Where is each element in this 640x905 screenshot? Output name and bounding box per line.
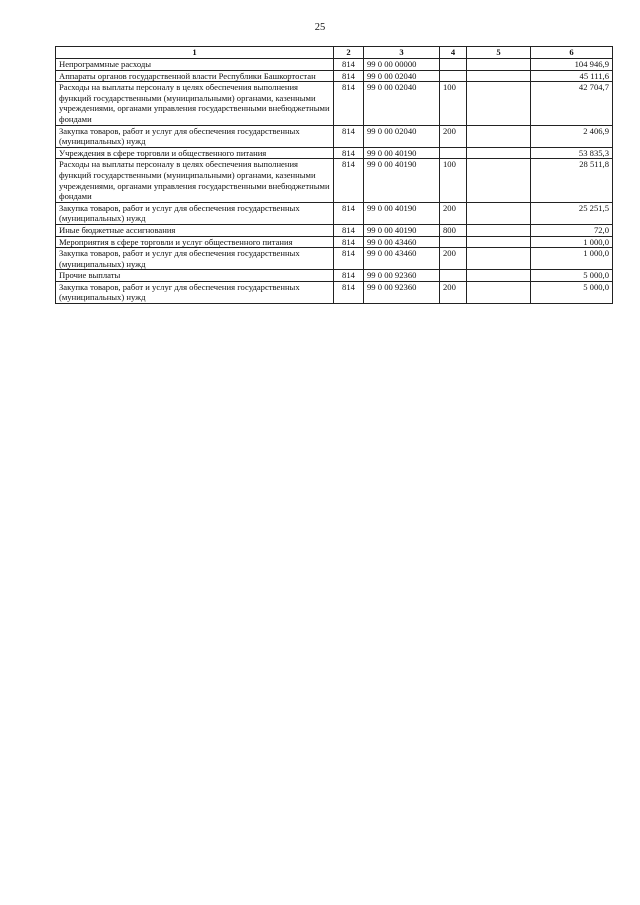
column-header-2: 2 <box>334 47 364 59</box>
row-department-code: 814 <box>334 236 364 248</box>
row-department-code: 814 <box>334 248 364 270</box>
row-name: Аппараты органов государственной власти Республики Башкортостан <box>56 70 334 82</box>
row-name: Мероприятия в сфере торговли и услуг общественного питания <box>56 236 334 248</box>
table-row <box>56 281 613 303</box>
row-col5 <box>467 270 531 282</box>
row-amount: 53 835,3 <box>531 147 613 159</box>
table-row <box>56 125 613 147</box>
row-target-item: 99 0 00 00000 <box>364 59 440 71</box>
row-expense-type: 200 <box>440 202 467 224</box>
table-row <box>56 270 613 282</box>
row-department-code: 814 <box>334 125 364 147</box>
row-col5 <box>467 224 531 236</box>
row-amount: 1 000,0 <box>531 248 613 270</box>
row-expense-type: 800 <box>440 224 467 236</box>
row-name: Непрограммные расходы <box>56 59 334 71</box>
row-col5 <box>467 202 531 224</box>
row-target-item: 99 0 00 43460 <box>364 248 440 270</box>
row-amount: 1 000,0 <box>531 236 613 248</box>
table-row <box>56 202 613 224</box>
table-header-row <box>56 47 613 59</box>
table-row <box>56 236 613 248</box>
row-department-code: 814 <box>334 59 364 71</box>
row-expense-type: 100 <box>440 159 467 202</box>
row-amount: 2 406,9 <box>531 125 613 147</box>
row-col5 <box>467 236 531 248</box>
row-expense-type <box>440 147 467 159</box>
row-department-code: 814 <box>334 147 364 159</box>
row-name: Учреждения в сфере торговли и общественного питания <box>56 147 334 159</box>
row-department-code: 814 <box>334 270 364 282</box>
row-col5 <box>467 159 531 202</box>
row-department-code: 814 <box>334 159 364 202</box>
column-header-4: 4 <box>440 47 467 59</box>
row-expense-type <box>440 59 467 71</box>
table-row <box>56 147 613 159</box>
row-name: Закупка товаров, работ и услуг для обеспечения государственных (муниципальных) нужд <box>56 125 334 147</box>
row-col5 <box>467 281 531 303</box>
column-header-5: 5 <box>467 47 531 59</box>
row-name: Иные бюджетные ассигнования <box>56 224 334 236</box>
row-amount: 28 511,8 <box>531 159 613 202</box>
row-col5 <box>467 147 531 159</box>
row-col5 <box>467 248 531 270</box>
row-expense-type: 200 <box>440 125 467 147</box>
row-target-item: 99 0 00 92360 <box>364 270 440 282</box>
row-target-item: 99 0 00 40190 <box>364 224 440 236</box>
row-name: Расходы на выплаты персоналу в целях обеспечения выполнения функций государственными (муниципальными) органами, казенными учреждениями, органами управления государственными внебюджетными фондами <box>56 159 334 202</box>
row-expense-type: 200 <box>440 248 467 270</box>
row-amount: 72,0 <box>531 224 613 236</box>
row-expense-type <box>440 236 467 248</box>
table-row <box>56 224 613 236</box>
row-target-item: 99 0 00 40190 <box>364 159 440 202</box>
page-number: 25 <box>314 22 326 33</box>
budget-table <box>55 46 613 304</box>
row-amount: 45 111,6 <box>531 70 613 82</box>
row-expense-type: 200 <box>440 281 467 303</box>
column-header-3: 3 <box>364 47 440 59</box>
row-department-code: 814 <box>334 202 364 224</box>
row-name: Прочие выплаты <box>56 270 334 282</box>
row-amount: 5 000,0 <box>531 281 613 303</box>
table-row <box>56 159 613 202</box>
row-name: Закупка товаров, работ и услуг для обеспечения государственных (муниципальных) нужд <box>56 281 334 303</box>
row-amount: 42 704,7 <box>531 82 613 125</box>
row-target-item: 99 0 00 02040 <box>364 125 440 147</box>
row-expense-type <box>440 270 467 282</box>
table-row <box>56 59 613 71</box>
row-col5 <box>467 82 531 125</box>
table-row <box>56 82 613 125</box>
table-row <box>56 70 613 82</box>
row-target-item: 99 0 00 02040 <box>364 70 440 82</box>
row-expense-type <box>440 70 467 82</box>
row-target-item: 99 0 00 40190 <box>364 147 440 159</box>
row-target-item: 99 0 00 43460 <box>364 236 440 248</box>
row-target-item: 99 0 00 40190 <box>364 202 440 224</box>
table-row <box>56 248 613 270</box>
row-department-code: 814 <box>334 70 364 82</box>
row-department-code: 814 <box>334 82 364 125</box>
row-name: Расходы на выплаты персоналу в целях обеспечения выполнения функций государственными (муниципальными) органами, казенными учреждениями, органами управления государственными внебюджетными фондами <box>56 82 334 125</box>
row-name: Закупка товаров, работ и услуг для обеспечения государственных (муниципальных) нужд <box>56 248 334 270</box>
row-col5 <box>467 125 531 147</box>
row-expense-type: 100 <box>440 82 467 125</box>
row-department-code: 814 <box>334 224 364 236</box>
row-department-code: 814 <box>334 281 364 303</box>
row-col5 <box>467 59 531 71</box>
row-target-item: 99 0 00 02040 <box>364 82 440 125</box>
column-header-1: 1 <box>56 47 334 59</box>
column-header-6: 6 <box>531 47 613 59</box>
row-amount: 104 946,9 <box>531 59 613 71</box>
row-name: Закупка товаров, работ и услуг для обеспечения государственных (муниципальных) нужд <box>56 202 334 224</box>
row-col5 <box>467 70 531 82</box>
row-amount: 5 000,0 <box>531 270 613 282</box>
row-amount: 25 251,5 <box>531 202 613 224</box>
row-target-item: 99 0 00 92360 <box>364 281 440 303</box>
